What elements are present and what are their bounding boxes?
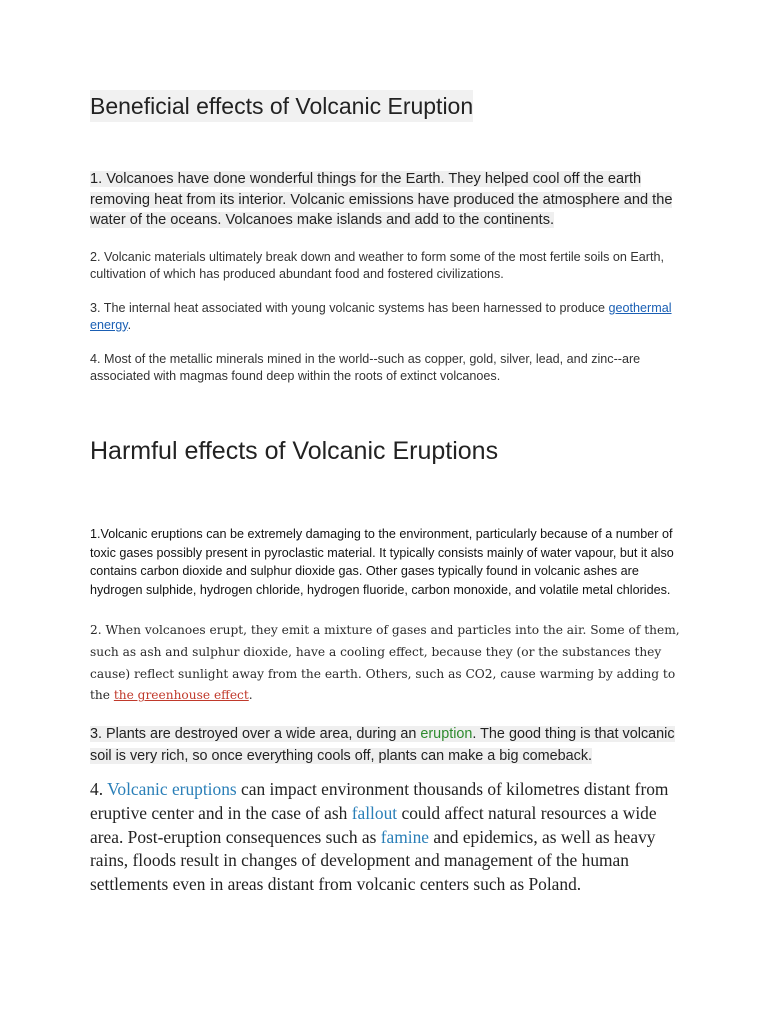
volcanic-eruptions-link[interactable]: Volcanic eruptions (107, 779, 237, 799)
harmful-paragraph-2-text: 2. When volcanoes erupt, they emit a mixture of gases and particles into the air. Some of them, such as ash and sulphur dioxide, have a cooling effect, because they (or the substances they cause) reflect sunlight away from the earth. Others, such as CO2, cause warming by adding to the (90, 623, 680, 703)
heading-beneficial-effects: Beneficial effects of Volcanic Eruption (90, 90, 473, 122)
beneficial-paragraph-1 (90, 169, 680, 231)
beneficial-paragraph-2: 2. Volcanic materials ultimately break down and weather to form some of the most fertile soils on Earth, cultivation of which has produced abundant food and fostered civilizations. (90, 250, 664, 281)
harmful-paragraph-3 (90, 724, 690, 767)
eruption-link[interactable]: eruption (420, 726, 473, 742)
beneficial-paragraph-4: 4. Most of the metallic minerals mined in the world--such as copper, gold, silver, lead, and zinc--are associated with magmas found deep within the roots of extinct volcanoes. (90, 352, 641, 383)
beneficial-paragraph-3 (90, 300, 690, 333)
harmful-paragraph-3-text (90, 726, 675, 764)
harmful-paragraph-2-end: . (248, 688, 253, 703)
harmful-paragraph-1: 1.Volcanic eruptions can be extremely damaging to the environment, particularly because of a number of toxic gases possibly present in pyroclastic material. It typically consists mainly of water vapour, but it also contains carbon dioxide and sulphur dioxide gas. Other gases typically found in volcanic ashes are hydrogen sulphide, hydrogen chloride, hydrogen fluoride, carbon monoxide, and volatile metal chlorides. (90, 527, 674, 597)
beneficial-paragraph-3-end: . (127, 317, 132, 332)
harmful-paragraph-2 (90, 620, 690, 707)
harmful-paragraph-4-text-3: and epidemics, as well as heavy rains, floods result in changes of development and management of the human settlements even in areas distant from volcanic centers such as Poland. (90, 826, 656, 895)
harmful-paragraph-3-start: 3. Plants are destroyed over a wide area, during an (90, 726, 421, 742)
harmful-paragraph-4-number: 4. (90, 779, 108, 799)
geothermal-energy-link[interactable]: geothermal energy (90, 301, 672, 332)
harmful-paragraph-4-text-1: can impact environment thousands of kilometres distant from eruptive center and in the case of ash (90, 779, 669, 823)
beneficial-paragraph-1-text: 1. Volcanoes have done wonderful things for the Earth. They helped cool off the earth removing heat from its interior. Volcanic emissions have produced the atmosphere and the water of the oceans. Volcanoes make islands and add to the continents. (90, 171, 673, 229)
harmful-paragraph-4-text-2: could affect natural resources a wide area. Post-eruption consequences such as (90, 802, 657, 847)
beneficial-paragraph-3-text: 3. The internal heat associated with young volcanic systems has been harnessed to produce (90, 301, 609, 315)
fallout-link[interactable]: fallout (351, 802, 398, 823)
famine-link[interactable]: famine (380, 826, 430, 847)
harmful-paragraph-3-end: . The good thing is that volcanic soil is very rich, so once everything cools off, plants can make a big comeback. (90, 726, 675, 764)
greenhouse-effect-link[interactable]: the greenhouse effect (113, 688, 249, 703)
harmful-paragraph-4 (90, 778, 690, 897)
heading-harmful-effects: Harmful effects of Volcanic Eruptions (90, 437, 499, 465)
